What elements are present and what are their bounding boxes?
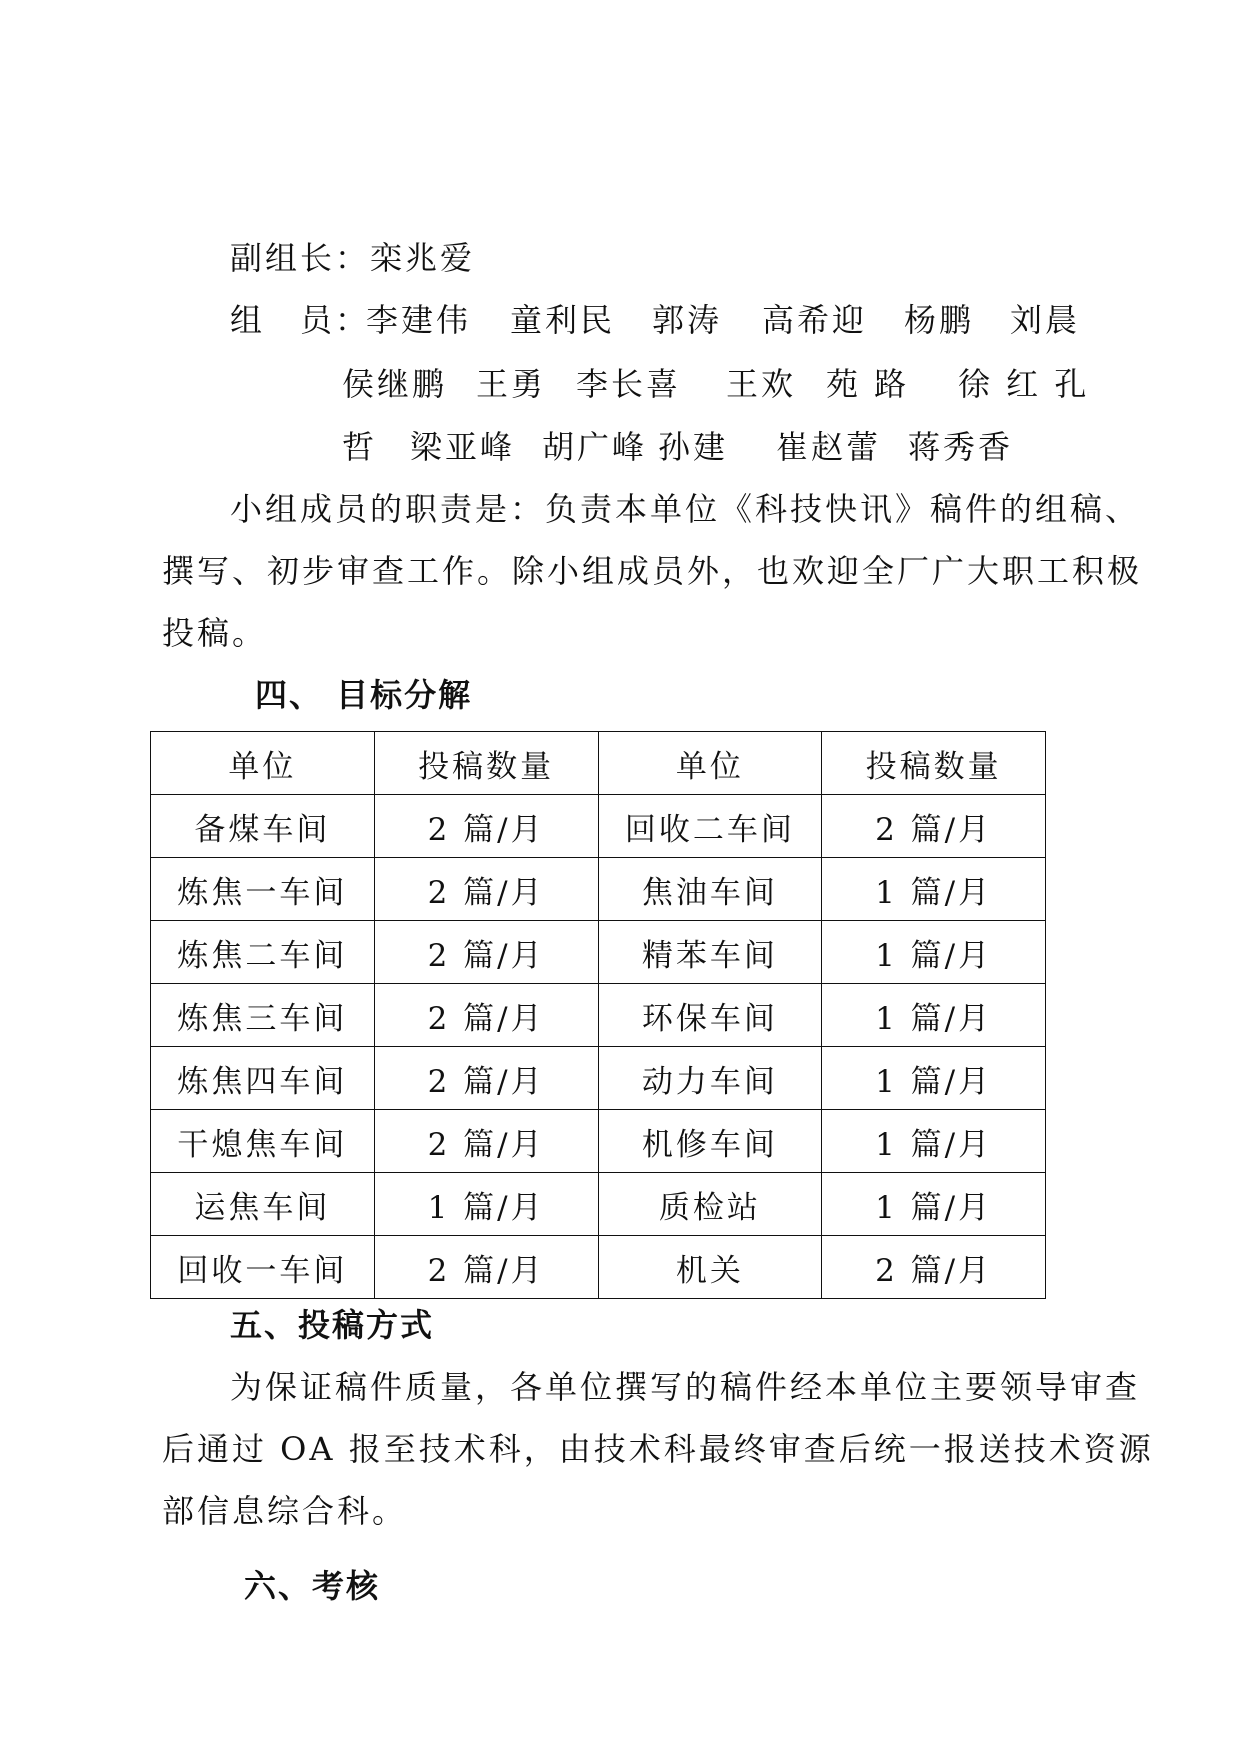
- table-cell: 焦油车间: [598, 858, 822, 921]
- member-name: 高希迎: [762, 301, 868, 339]
- member-name: 王勇: [476, 365, 547, 403]
- target-table: [150, 731, 1046, 1299]
- table-cell: 动力车间: [598, 1047, 822, 1110]
- table-row: [151, 1236, 1046, 1299]
- member-name: 梁亚峰: [410, 428, 516, 466]
- table-cell: 1 篇/月: [822, 984, 1046, 1047]
- table-cell: 运焦车间: [151, 1173, 375, 1236]
- members-label: 组 员：: [230, 301, 371, 339]
- member-name: 李长喜: [576, 365, 682, 403]
- table-cell: 精苯车间: [598, 921, 822, 984]
- table-row: [151, 1173, 1046, 1236]
- table-header-row: [151, 732, 1046, 795]
- section-4-heading: 四、 目标分解: [255, 676, 473, 714]
- table-cell: 干熄焦车间: [151, 1110, 375, 1173]
- table-cell: 质检站: [598, 1173, 822, 1236]
- member-name: 王欢: [726, 365, 797, 403]
- table-cell: 1 篇/月: [374, 1173, 598, 1236]
- table-cell: 2 篇/月: [822, 795, 1046, 858]
- table-cell: 1 篇/月: [822, 1047, 1046, 1110]
- member-name: 童利民: [510, 301, 616, 339]
- table-cell: 回收一车间: [151, 1236, 375, 1299]
- table-row: [151, 1110, 1046, 1173]
- table-row: [151, 1047, 1046, 1110]
- section-6-heading: 六、考核: [244, 1567, 381, 1605]
- member-name: 刘晨: [1010, 301, 1081, 339]
- table-cell: 环保车间: [598, 984, 822, 1047]
- table-header-cell: 投稿数量: [822, 732, 1046, 795]
- table-row: [151, 921, 1046, 984]
- table-cell: 炼焦四车间: [151, 1047, 375, 1110]
- member-name: 蒋秀香: [908, 428, 1014, 466]
- duties-line-1: 小组成员的职责是：负责本单位《科技快讯》稿件的组稿、: [230, 490, 1141, 528]
- table-header-cell: 投稿数量: [374, 732, 598, 795]
- table-header-cell: 单位: [151, 732, 375, 795]
- member-name: 崔赵蕾: [776, 428, 882, 466]
- table-cell: 2 篇/月: [374, 1236, 598, 1299]
- table-cell: 炼焦二车间: [151, 921, 375, 984]
- table-row: [151, 795, 1046, 858]
- deputy-leader-label: 副组长：: [230, 239, 371, 277]
- table-cell: 炼焦一车间: [151, 858, 375, 921]
- table-cell: 2 篇/月: [822, 1236, 1046, 1299]
- section-5-line-1: 为保证稿件质量，各单位撰写的稿件经本单位主要领导审查: [230, 1368, 1141, 1406]
- member-name: 李建伟: [366, 301, 472, 339]
- member-name: 苑 路: [826, 365, 910, 403]
- table-cell: 炼焦三车间: [151, 984, 375, 1047]
- deputy-leader-line: [230, 236, 475, 280]
- table-row: [151, 858, 1046, 921]
- table-cell: 机修车间: [598, 1110, 822, 1173]
- table-cell: 2 篇/月: [374, 921, 598, 984]
- table-cell: 2 篇/月: [374, 1047, 598, 1110]
- duties-line-2: 撰写、初步审查工作。除小组成员外，也欢迎全厂广大职工积极: [162, 552, 1143, 590]
- member-name: 哲: [342, 428, 378, 466]
- member-name: 侯继鹏: [342, 365, 448, 403]
- table-cell: 1 篇/月: [822, 921, 1046, 984]
- table-cell: 1 篇/月: [822, 1110, 1046, 1173]
- deputy-leader-name: 栾兆爱: [370, 239, 476, 277]
- table-cell: 备煤车间: [151, 795, 375, 858]
- member-name: 郭涛: [652, 301, 723, 339]
- member-name: 胡广峰: [542, 428, 648, 466]
- table-cell: 1 篇/月: [822, 858, 1046, 921]
- table-header-cell: 单位: [598, 732, 822, 795]
- table-cell: 机关: [598, 1236, 822, 1299]
- table-cell: 2 篇/月: [374, 1110, 598, 1173]
- section-5-heading: 五、投稿方式: [230, 1306, 435, 1344]
- table-cell: 回收二车间: [598, 795, 822, 858]
- section-5-line-2: 后通过 OA 报至技术科，由技术科最终审查后统一报送技术资源: [162, 1430, 1154, 1468]
- duties-line-3: 投稿。: [162, 614, 268, 652]
- table-cell: 2 篇/月: [374, 858, 598, 921]
- member-name: 徐 红 孔: [958, 365, 1090, 403]
- table-row: [151, 984, 1046, 1047]
- members-line-1: [230, 298, 370, 342]
- member-name: 孙建: [658, 428, 729, 466]
- table-cell: 2 篇/月: [374, 795, 598, 858]
- section-5-line-3: 部信息综合科。: [162, 1492, 408, 1530]
- member-name: 杨鹏: [904, 301, 975, 339]
- table-cell: 1 篇/月: [822, 1173, 1046, 1236]
- table-cell: 2 篇/月: [374, 984, 598, 1047]
